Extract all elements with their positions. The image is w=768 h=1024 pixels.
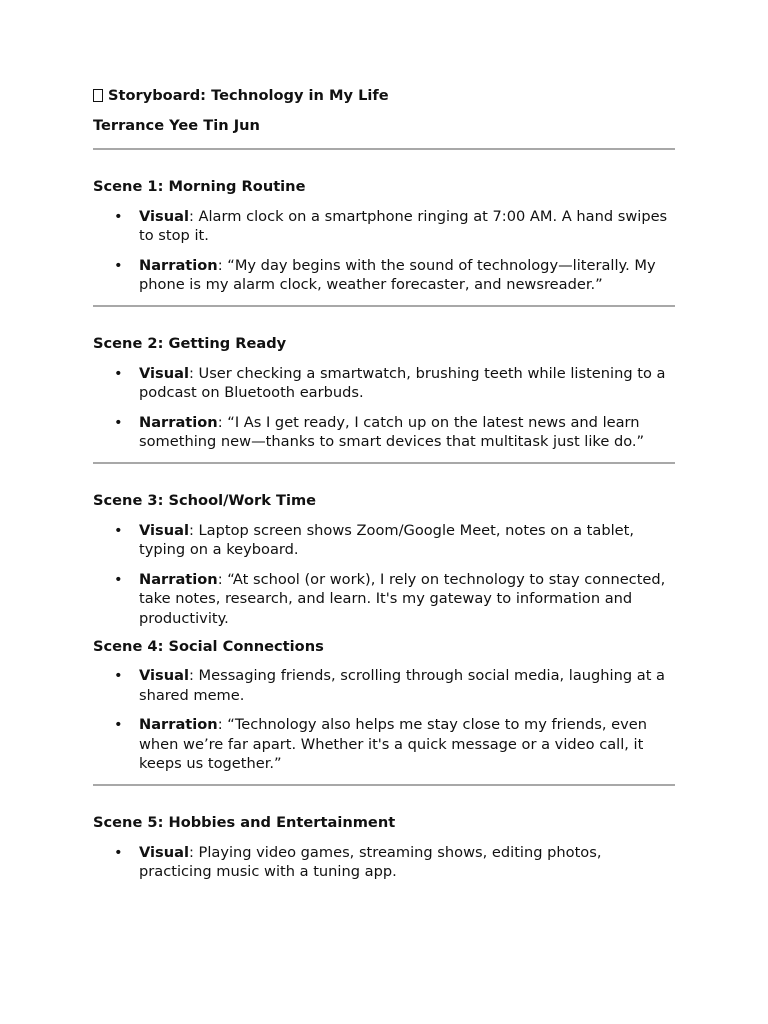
- document-title: [93, 86, 675, 106]
- bullet: •: [114, 570, 123, 588]
- visual-label: Visual: [139, 207, 189, 225]
- scene-1-list: [93, 207, 675, 295]
- list-item: [93, 570, 675, 629]
- scene-5-heading: Scene 5: Hobbies and Entertainment: [93, 814, 396, 832]
- bullet: •: [114, 413, 123, 431]
- list-item: [93, 521, 675, 560]
- list-item: [93, 715, 675, 774]
- divider: [93, 148, 675, 150]
- visual-text: : Laptop screen shows Zoom/Google Meet, notes on a tablet, typing on a keyboard.: [139, 521, 635, 559]
- list-item: [93, 256, 675, 295]
- divider: [93, 784, 675, 786]
- list-item: [93, 843, 675, 882]
- narration-label: Narration: [139, 256, 218, 274]
- scene-4-heading: Scene 4: Social Connections: [93, 637, 324, 655]
- bullet: •: [114, 667, 123, 685]
- narration-text: : “At school (or work), I rely on technology to stay connected, take notes, research, and learn. It's my gateway to information and productivity.: [139, 570, 666, 627]
- bullet: •: [114, 843, 123, 861]
- scene-1-heading: Scene 1: Morning Routine: [93, 178, 306, 195]
- narration-text: : “My day begins with the sound of technology—literally. My phone is my alarm clock, weather forecaster, and newsreader.”: [139, 256, 656, 294]
- bullet: •: [114, 207, 123, 225]
- visual-text: : User checking a smartwatch, brushing teeth while listening to a podcast on Bluetooth earbuds.: [139, 364, 666, 402]
- scene-2-list: [93, 364, 675, 452]
- narration-label: Narration: [139, 570, 218, 588]
- bullet: •: [114, 521, 123, 539]
- scene-3-list: [93, 521, 675, 629]
- visual-label: Visual: [139, 667, 189, 685]
- narration-text: : “I As I get ready, I catch up on the latest news and learn something new—thanks to smart devices that multitask just like do.”: [139, 413, 645, 451]
- visual-text: : Playing video games, streaming shows, editing photos, practicing music with a tuning app.: [139, 843, 602, 881]
- narration-text: : “Technology also helps me stay close to my friends, even when we’re far apart. Whether it's a quick message or a video call, it keeps us together.”: [139, 716, 647, 773]
- list-item: [93, 364, 675, 403]
- document-title-text: Storyboard: Technology in My Life: [108, 87, 389, 104]
- list-item: [93, 207, 675, 246]
- narration-label: Narration: [139, 716, 218, 734]
- visual-text: : Messaging friends, scrolling through social media, laughing at a shared meme.: [139, 667, 666, 704]
- document-page: [93, 86, 675, 892]
- author-name: Terrance Yee Tin Jun: [93, 117, 260, 134]
- bullet: •: [114, 716, 123, 734]
- missing-glyph-icon: [93, 89, 103, 102]
- visual-label: Visual: [139, 521, 189, 539]
- bullet: •: [114, 364, 123, 382]
- list-item: [93, 413, 675, 452]
- scene-5-list: [93, 843, 675, 882]
- visual-text: : Alarm clock on a smartphone ringing at 7:00 AM. A hand swipes to stop it.: [139, 207, 668, 245]
- divider: [93, 305, 675, 307]
- list-item: [93, 666, 675, 705]
- visual-label: Visual: [139, 843, 189, 861]
- bullet: •: [114, 256, 123, 274]
- narration-label: Narration: [139, 413, 218, 431]
- scene-2-heading: Scene 2: Getting Ready: [93, 334, 287, 352]
- visual-label: Visual: [139, 364, 189, 382]
- divider: [93, 462, 675, 464]
- scene-4-list: [93, 666, 675, 774]
- scene-3-heading: Scene 3: School/Work Time: [93, 491, 317, 509]
